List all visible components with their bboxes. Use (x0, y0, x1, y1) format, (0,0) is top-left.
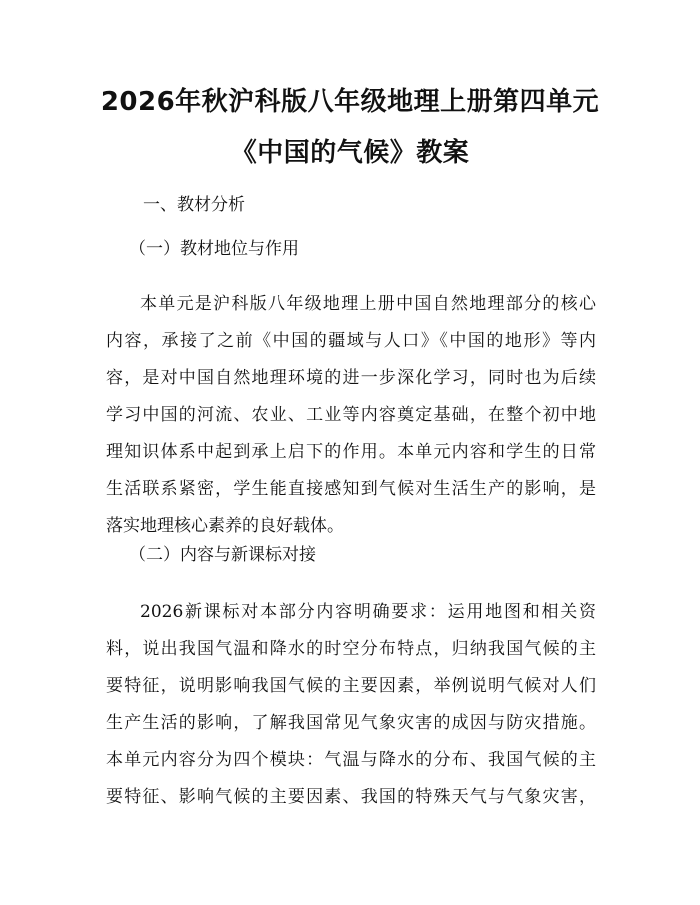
paragraph-position-and-role (106, 286, 596, 545)
paragraph-line: 生产生活的影响，了解我国常见气象灾害的成因与防灾措施。 (106, 713, 596, 733)
paragraph-line: 料，说出我国气温和降水的时空分布特点，归纳我国气候的主 (106, 639, 596, 659)
paragraph-line: 要特征，说明影响我国气候的主要因素，举例说明气候对人们 (106, 676, 596, 696)
paragraph-line: 学习中国的河流、农业、工业等内容奠定基础，在整个初中地 (106, 405, 596, 425)
paragraph-line: 本单元内容分为四个模块：气温与降水的分布、我国气候的主 (106, 750, 596, 770)
paragraph-line: 理知识体系中起到承上启下的作用。本单元内容和学生的日常 (106, 442, 596, 462)
paragraph-curriculum-alignment (106, 594, 596, 816)
paragraph-line: 内容，承接了之前《中国的疆域与人口》《中国的地形》等内 (106, 331, 596, 351)
subsection-heading-position-and-role: （一）教材地位与作用 (129, 239, 299, 259)
document-title-line-1: 2026年秋沪科版八年级地理上册第四单元 (100, 87, 600, 117)
subsection-heading-curriculum-alignment: （二）内容与新课标对接 (129, 545, 316, 565)
section-heading-teaching-material-analysis: 一、教材分析 (143, 195, 245, 215)
document-title-line-2: 《中国的气候》教案 (230, 138, 470, 168)
paragraph-line: 落实地理核心素养的良好载体。 (106, 516, 344, 536)
paragraph-line: 要特征、影响气候的主要因素、我国的特殊天气与气象灾害， (106, 787, 596, 807)
paragraph-line: 容，是对中国自然地理环境的进一步深化学习，同时也为后续 (106, 368, 596, 388)
paragraph-line: 2026新课标对本部分内容明确要求：运用地图和相关资 (140, 602, 596, 622)
paragraph-line: 生活联系紧密，学生能直接感知到气候对生活生产的影响，是 (106, 479, 596, 499)
paragraph-line: 本单元是沪科版八年级地理上册中国自然地理部分的核心 (140, 294, 596, 314)
